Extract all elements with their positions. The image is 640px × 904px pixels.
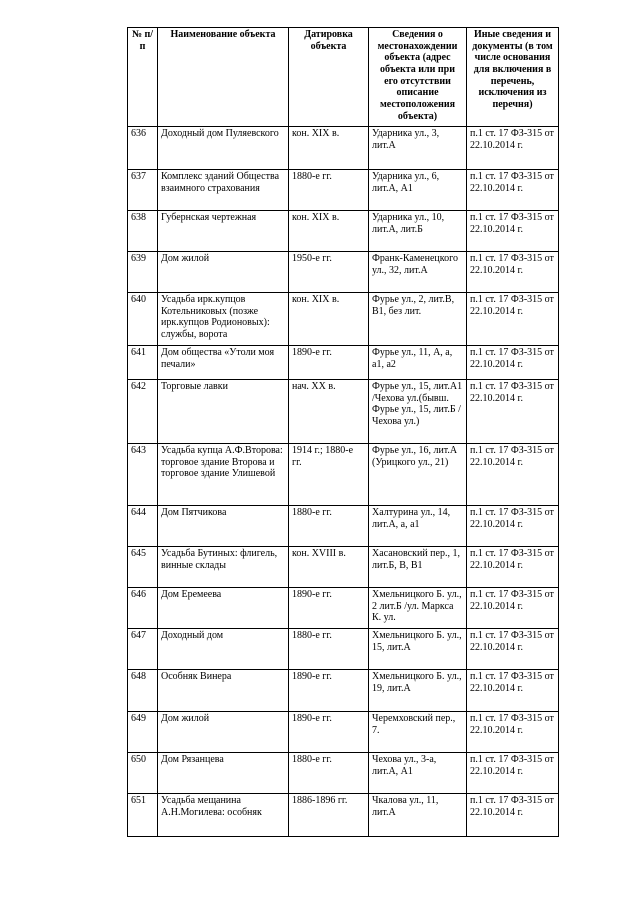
row-date: 1880-е гг. [289, 170, 369, 211]
row-num: 651 [128, 794, 158, 837]
table-row [128, 170, 559, 211]
header-row [128, 28, 559, 127]
row-num: 641 [128, 346, 158, 380]
row-address: Франк-Каменецкого ул., 32, лит.А [369, 252, 467, 293]
row-num: 640 [128, 293, 158, 346]
row-docs: п.1 ст. 17 ФЗ-315 от 22.10.2014 г. [467, 588, 559, 629]
row-num: 649 [128, 712, 158, 753]
row-name: Особняк Винера [158, 670, 289, 712]
row-name: Усадьба ирк.купцов Котельниковых (позже ирк.купцов Родионовых): службы, ворота [158, 293, 289, 346]
row-name: Усадьба купца А.Ф.Второва: торговое здание Второва и торговое здание Улишевой [158, 444, 289, 506]
row-address: Фурье ул., 11, А, а, а1, а2 [369, 346, 467, 380]
row-num: 639 [128, 252, 158, 293]
header-name: Наименование объекта [158, 28, 289, 127]
row-date: 1880-е гг. [289, 753, 369, 794]
row-num: 648 [128, 670, 158, 712]
row-num: 643 [128, 444, 158, 506]
row-num: 636 [128, 127, 158, 170]
header-num: № п/п [128, 28, 158, 127]
table-row [128, 127, 559, 170]
row-docs: п.1 ст. 17 ФЗ-315 от 22.10.2014 г. [467, 712, 559, 753]
table-row [128, 506, 559, 547]
table-row [128, 293, 559, 346]
row-date: 1886-1896 гг. [289, 794, 369, 837]
table-row [128, 547, 559, 588]
row-date: кон. XIX в. [289, 293, 369, 346]
table-row [128, 444, 559, 506]
row-num: 646 [128, 588, 158, 629]
row-address: Чкалова ул., 11, лит.А [369, 794, 467, 837]
row-docs: п.1 ст. 17 ФЗ-315 от 22.10.2014 г. [467, 346, 559, 380]
row-address: Фурье ул., 2, лит.В, В1, без лит. [369, 293, 467, 346]
table-body [128, 127, 559, 837]
row-date: кон. XIX в. [289, 211, 369, 252]
row-name: Доходный дом Пуляевского [158, 127, 289, 170]
row-num: 644 [128, 506, 158, 547]
table-row [128, 588, 559, 629]
row-name: Дом общества «Утоли моя печали» [158, 346, 289, 380]
table-row [128, 670, 559, 712]
row-address: Ударника ул., 3, лит.А [369, 127, 467, 170]
row-docs: п.1 ст. 17 ФЗ-315 от 22.10.2014 г. [467, 380, 559, 444]
row-date: 1890-е гг. [289, 346, 369, 380]
row-docs: п.1 ст. 17 ФЗ-315 от 22.10.2014 г. [467, 170, 559, 211]
row-address: Халтурина ул., 14, лит.А, а, а1 [369, 506, 467, 547]
row-name: Дом Пятчикова [158, 506, 289, 547]
row-name: Комплекс зданий Общества взаимного страхования [158, 170, 289, 211]
row-address: Хмельницкого Б. ул., 19, лит.А [369, 670, 467, 712]
row-address: Хмельницкого Б. ул., 15, лит.А [369, 629, 467, 670]
table-row [128, 753, 559, 794]
row-date: кон. XIX в. [289, 127, 369, 170]
row-address: Хасановский пер., 1, лит.Б, В, В1 [369, 547, 467, 588]
table-row [128, 712, 559, 753]
row-address: Чехова ул., 3-а, лит.А, А1 [369, 753, 467, 794]
row-date: кон. XVIII в. [289, 547, 369, 588]
row-date: 1890-е гг. [289, 712, 369, 753]
row-name: Дом Еремеева [158, 588, 289, 629]
table-row [128, 380, 559, 444]
row-docs: п.1 ст. 17 ФЗ-315 от 22.10.2014 г. [467, 794, 559, 837]
row-address: Хмельницкого Б. ул., 2 лит.Б /ул. Маркса К. ул. [369, 588, 467, 629]
row-name: Торговые лавки [158, 380, 289, 444]
row-name: Дом жилой [158, 712, 289, 753]
row-name: Усадьба Бутиных: флигель, винные склады [158, 547, 289, 588]
row-docs: п.1 ст. 17 ФЗ-315 от 22.10.2014 г. [467, 629, 559, 670]
row-docs: п.1 ст. 17 ФЗ-315 от 22.10.2014 г. [467, 211, 559, 252]
row-address: Ударника ул., 6, лит.А, А1 [369, 170, 467, 211]
row-docs: п.1 ст. 17 ФЗ-315 от 22.10.2014 г. [467, 293, 559, 346]
row-docs: п.1 ст. 17 ФЗ-315 от 22.10.2014 г. [467, 444, 559, 506]
row-num: 647 [128, 629, 158, 670]
row-num: 642 [128, 380, 158, 444]
header-address: Сведения о местонахождении объекта (адрес объекта или при его отсутствии описание местоположения объекта) [369, 28, 467, 127]
row-name: Дом жилой [158, 252, 289, 293]
table-row [128, 346, 559, 380]
row-date: 1914 г.; 1880-е гг. [289, 444, 369, 506]
row-name: Усадьба мещанина А.Н.Могилева: особняк [158, 794, 289, 837]
row-docs: п.1 ст. 17 ФЗ-315 от 22.10.2014 г. [467, 127, 559, 170]
row-date: 1950-е гг. [289, 252, 369, 293]
header-date: Датировка объекта [289, 28, 369, 127]
row-docs: п.1 ст. 17 ФЗ-315 от 22.10.2014 г. [467, 670, 559, 712]
row-docs: п.1 ст. 17 ФЗ-315 от 22.10.2014 г. [467, 252, 559, 293]
row-num: 637 [128, 170, 158, 211]
row-address: Черемховский пер., 7. [369, 712, 467, 753]
row-address: Фурье ул., 16, лит.А (Урицкого ул., 21) [369, 444, 467, 506]
row-address: Фурье ул., 15, лит.А1 /Чехова ул.(бывш. Фурье ул., 15, лит.Б /Чехова ул.) [369, 380, 467, 444]
row-date: нач. XX в. [289, 380, 369, 444]
row-docs: п.1 ст. 17 ФЗ-315 от 22.10.2014 г. [467, 547, 559, 588]
table-row [128, 629, 559, 670]
table-row [128, 252, 559, 293]
row-num: 638 [128, 211, 158, 252]
row-date: 1890-е гг. [289, 670, 369, 712]
row-docs: п.1 ст. 17 ФЗ-315 от 22.10.2014 г. [467, 753, 559, 794]
row-date: 1880-е гг. [289, 506, 369, 547]
row-date: 1880-е гг. [289, 629, 369, 670]
row-name: Губернская чертежная [158, 211, 289, 252]
row-num: 650 [128, 753, 158, 794]
table-row [128, 211, 559, 252]
row-name: Дом Рязанцева [158, 753, 289, 794]
row-num: 645 [128, 547, 158, 588]
row-date: 1890-е гг. [289, 588, 369, 629]
row-docs: п.1 ст. 17 ФЗ-315 от 22.10.2014 г. [467, 506, 559, 547]
row-name: Доходный дом [158, 629, 289, 670]
table-row [128, 794, 559, 837]
header-docs: Иные сведения и документы (в том числе основания для включения в перечень, исключения из перечня) [467, 28, 559, 127]
objects-table [127, 27, 559, 837]
row-address: Ударника ул., 10, лит.А, лит.Б [369, 211, 467, 252]
